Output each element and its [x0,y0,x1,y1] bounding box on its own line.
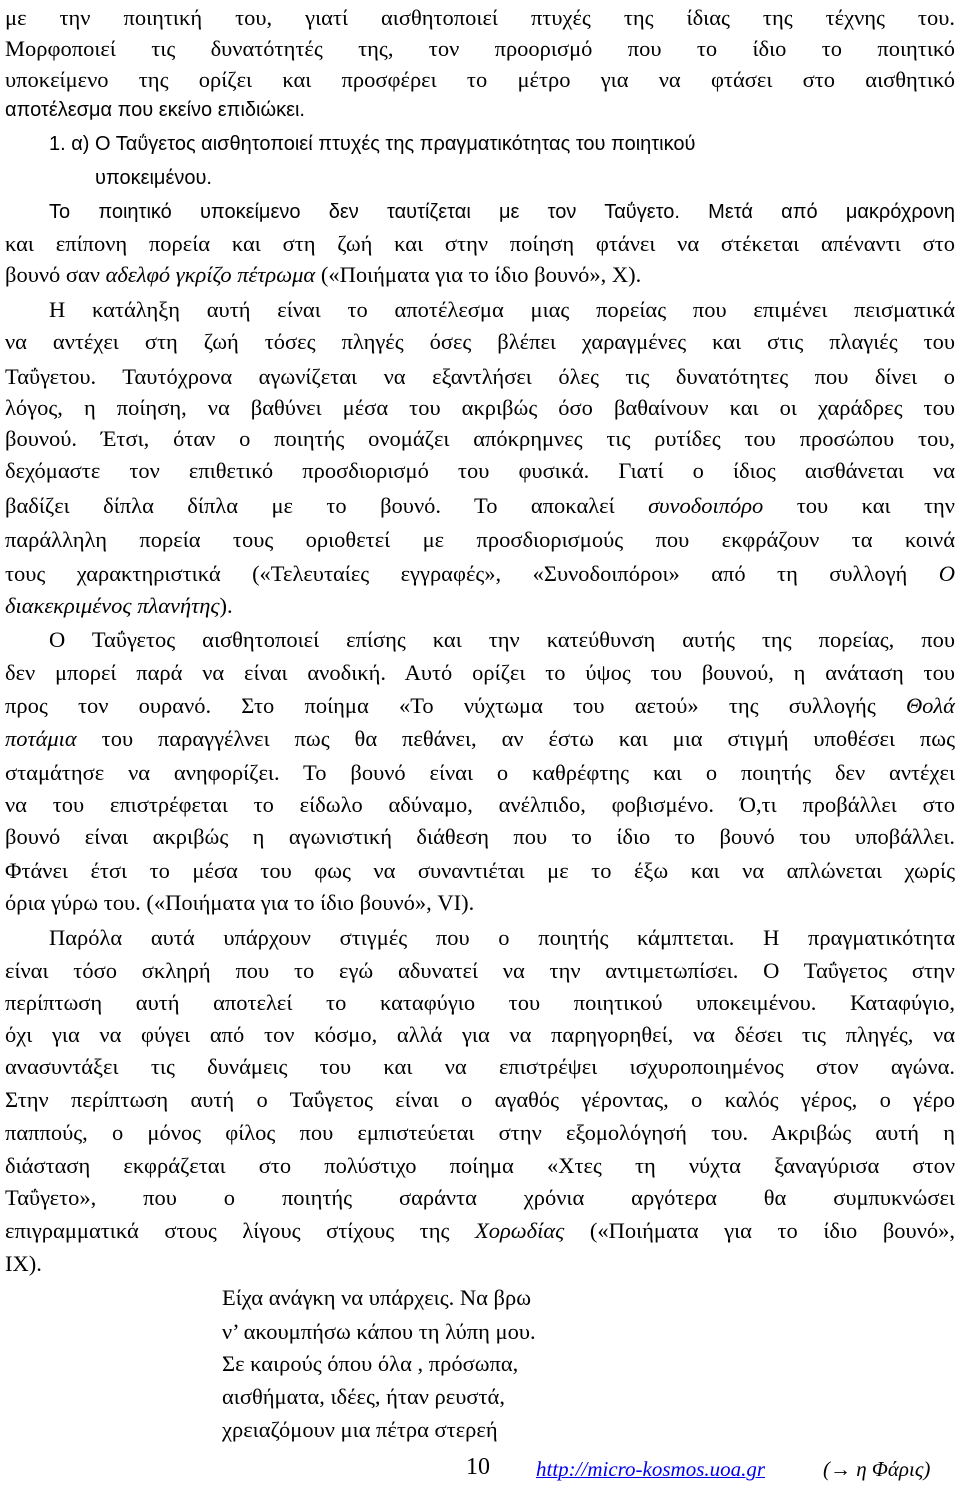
text-line [5,1182,955,1213]
text-line [5,855,955,886]
text-line [5,326,955,357]
text-segment: αποτέλεσμα που εκείνο επιδιώκει. [5,99,305,121]
text-line [49,197,955,228]
text-segment: βαδίζει δίπλα δίπλα με το βουνό. Το αποκαλεί [5,493,649,518]
text-line [5,490,955,521]
text-line [5,821,955,852]
text-line [5,955,955,986]
text-segment: και επίπονη πορεία και στη ζωή και στην ποίηση φτάνει να στέκεται απέναντι στο [5,231,955,256]
poem-line: Είχα ανάγκη να υπάρχεις. Να βρω [222,1285,532,1310]
text-segment: ανασυντάξει τις δυνάμεις του και να επιστρέψει ισχυροποιημένος στον αγώνα. [5,1054,955,1079]
text-segment: επιγραμματικά στους λίγους στίχους της [5,1218,475,1243]
text-segment: παράλληλη πορεία τους οριοθετεί με προσδιορισμούς που εκφράζουν τα κοινά [5,527,955,552]
text-line [5,1019,955,1050]
poem-line: χρειαζόμουν μια πέτρα στερεή [222,1417,498,1442]
italic-text: Χορωδίας [474,1218,565,1243]
text-segment: βουνό σαν [5,262,106,287]
text-segment: με την ποιητική του, γιατί αισθητοποιεί πτυχές της ίδιας της τέχνης του. [5,5,955,30]
text-line [5,1117,955,1148]
italic-text: διακεκριμένος πλανήτης [5,593,220,618]
text-line [5,361,955,392]
text-segment: τους χαρακτηριστικά («Τελευταίες εγγραφές», «Συνοδοιπόροι» από τη συλλογή [5,561,939,586]
heading-text: 1. α) Ο Ταΰγετος αισθητοποιεί πτυχές της πραγματικότητας του ποιητικού [49,133,696,155]
text-segment: δεχόμαστε τον επιθετικό προσδιορισμό του φυσικά. Γιατί ο ίδιος αισθάνεται να [5,458,955,483]
text-line [5,1051,955,1082]
text-segment: διάσταση εκφράζεται στο πολύστιχο ποίημα «Χτες τη νύχτα ξαναγύρισα στον [5,1153,955,1178]
italic-text: Ο [938,561,955,586]
text-line [5,1248,955,1279]
text-line [5,690,955,721]
text-segment: όρια γύρω του. («Ποιήματα για το ίδιο βουνό», VI). [5,890,475,915]
text-line [5,455,955,486]
text-segment: βουνό είναι ακριβώς η αγωνιστική διάθεση που το ίδιο το βουνό του υποβάλλει. [5,824,955,849]
poem-line: αισθήματα, ιδέες, ήταν ρευστά, [222,1384,505,1409]
text-segment: («Ποιήματα για το ίδιο βουνό», Χ). [315,262,642,287]
text-line [5,1084,955,1115]
text-segment: βουνού. Έτσι, όταν ο ποιητής ονομάζει απόκρημνες τις ρυτίδες του προσώπου του, [5,426,955,451]
text-line [49,624,955,655]
text-line [5,887,955,918]
text-line [5,64,955,95]
text-line [5,987,955,1018]
poem-line: Σε καιρούς όπου όλα , πρόσωπα, [222,1351,519,1376]
text-segment: Ταΰγετο», που ο ποιητής σαράντα χρόνια αργότερα θα συμπυκνώσει [5,1185,955,1210]
text-segment: να του επιστρέφεται το είδωλο αδύναμο, ανέλπιδο, φοβισμένο. Ό,τι προβάλλει στο [5,792,955,817]
text-segment: του παραγγέλνει πως θα πεθάνει, αν έστω και μια στιγμή υποθέσει πως [76,726,955,751]
text-segment: ΙΧ). [5,1251,42,1276]
text-line [5,524,955,555]
text-line [5,558,955,589]
text-line [5,95,955,126]
page-number: 10 [466,1454,490,1480]
text-segment: Μορφοποιεί τις δυνατότητές της, τον προορισμό που το ίδιο το ποιητικό [5,36,955,61]
text-line [95,163,960,194]
text-segment: ). [219,593,233,618]
text-segment: Παρόλα αυτά υπάρχουν στιγμές που ο ποιητής κάμπτεται. Η πραγματικότητα [49,925,955,950]
footer-note: (→ η Φάρις) [823,1457,931,1481]
text-line [5,657,955,688]
text-line [5,392,955,423]
text-segment: Το ποιητικό υποκείμενο δεν ταυτίζεται με τον Ταΰγετο. [49,201,680,223]
text-line [5,590,955,621]
text-segment: να αντέχει στη ζωή τόσες πληγές όσες βλέπει χαραγμένες και στις πλαγιές του [5,329,955,354]
italic-text: συνοδοιπόρο [648,493,764,518]
text-line [5,757,955,788]
text-segment: Στην περίπτωση αυτή ο Ταΰγετος είναι ο αγαθός γέροντας, ο καλός γέρος, ο γέρο [5,1087,955,1112]
text-segment: είναι τόσο σκληρή που το εγώ αδυνατεί να την αντιμετωπίσει. Ο Ταΰγετος στην [5,958,955,983]
italic-text: αδελφό γκρίζο πέτρωμα [105,262,316,287]
text-segment: δεν μπορεί παρά να είναι ανοδική. Αυτό ορίζει το ύψος του βουνού, η ανάταση του [5,660,955,685]
text-line [49,922,955,953]
section-heading [49,129,960,160]
text-segment: Φτάνει έτσι το μέσα του φως να συναντιέται με το έξω και να απλώνεται χωρίς [5,858,955,883]
text-segment: υποκειμένου. [95,167,212,189]
italic-text: Θολά [905,693,955,718]
text-segment: λόγος, η ποίηση, να βαθύνει μέσα του ακριβώς όσο βαθαίνουν και οι χαράδρες του [5,395,955,420]
footer-link[interactable]: http://micro-kosmos.uoa.gr [536,1457,766,1481]
text-line [5,723,955,754]
text-line [5,789,955,820]
italic-text: ποτάμια [5,726,77,751]
text-line [5,1215,955,1246]
text-segment: όχι για να φύγει από τον κόσμο, αλλά για να παρηγορηθεί, να δέσει τις πληγές, να [5,1022,955,1047]
text-segment: σταμάτησε να ανηφορίζει. Το βουνό είναι ο καθρέφτης και ο ποιητής δεν αντέχει [5,760,955,785]
text-segment: υποκείμενο της ορίζει και προσφέρει το μέτρο για να φτάσει στο αισθητικό [5,67,955,92]
text-segment: παππούς, ο μόνος φίλος που εμπιστεύεται στην εξομολόγησή του. Ακριβώς αυτή η [5,1120,955,1145]
poem-line: ν’ ακουμπήσω κάπου τη λύπη μου. [222,1319,536,1344]
text-line [5,259,955,290]
text-segment: Ταΰγετου. Ταυτόχρονα αγωνίζεται να εξαντλήσει όλες τις δυνατότητες που δίνει ο [5,364,955,389]
text-line [5,2,955,33]
text-line [49,294,955,325]
text-segment: Ο Ταΰγετος αισθητοποιεί επίσης και την κατεύθυνση αυτής της πορείας, που [49,627,955,652]
text-line [5,1150,955,1181]
text-segment: προς τον ουρανό. Στο ποίημα «Το νύχτωμα του αετού» της συλλογής [5,693,906,718]
text-segment: («Ποιήματα για το ίδιο βουνό», [564,1218,955,1243]
text-segment: του και την [763,493,955,518]
text-line [5,33,955,64]
text-line [5,228,955,259]
text-line [5,423,955,454]
text-segment: Η κατάληξη αυτή είναι το αποτέλεσμα μιας πορείας που επιμένει πεισματικά [49,297,955,322]
text-segment: Μετά από μακρόχρονη [708,201,955,223]
text-segment: περίπτωση αυτή αποτελεί το καταφύγιο του ποιητικού υποκειμένου. Καταφύγιο, [5,990,955,1015]
